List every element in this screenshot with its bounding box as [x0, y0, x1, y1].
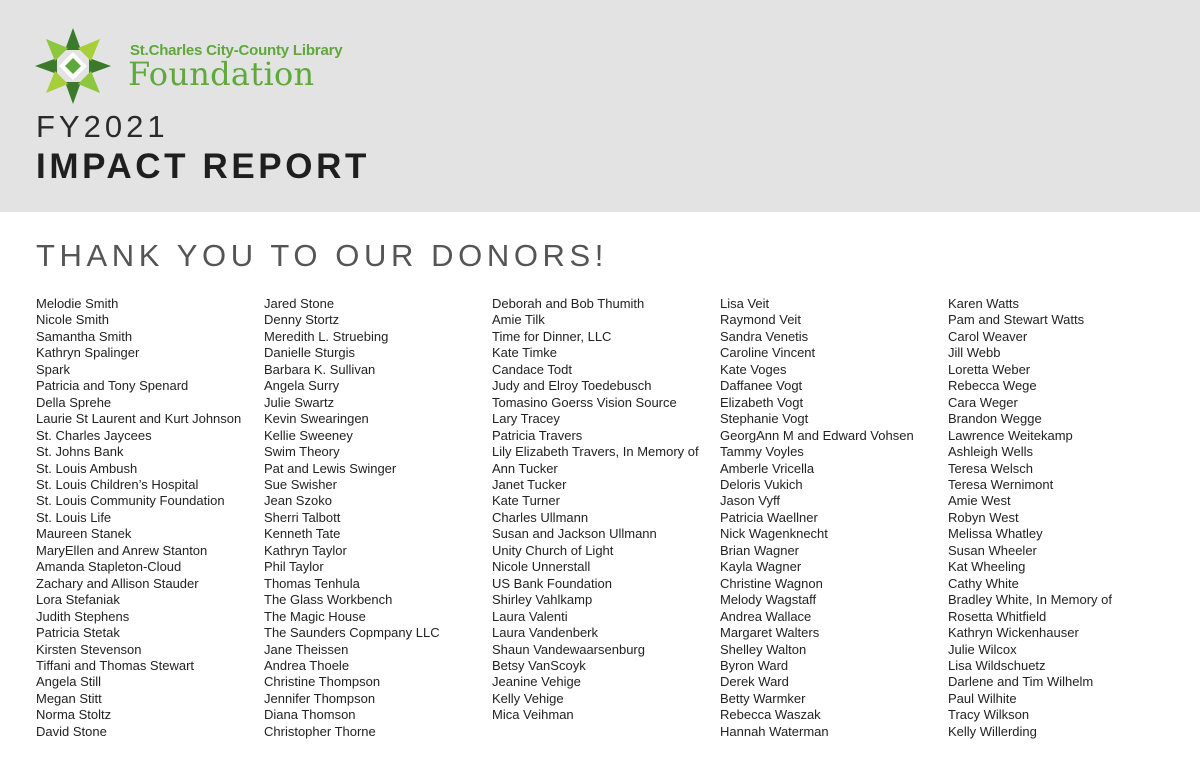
donor-name: Tomasino Goerss Vision Source	[492, 394, 677, 410]
donor-name: Brian Wagner	[720, 542, 799, 558]
donor-name: Deborah and Bob Thumith	[492, 296, 645, 311]
donor-name: Jared Stone	[264, 296, 335, 311]
foundation-logo-icon	[33, 26, 113, 106]
donor-name: Kat Wheeling	[948, 559, 1026, 575]
donor-name: Margaret Walters	[720, 625, 820, 641]
donor-name: Judy and Elroy Toedebusch	[492, 378, 652, 394]
donor-name: Stephanie Vogt	[720, 411, 809, 427]
donor-column-5	[948, 296, 1170, 740]
donor-name: The Saunders Copmpany LLC	[264, 625, 440, 641]
donor-name: Lary Tracey	[492, 411, 560, 427]
donor-name: Rebecca Wege	[948, 378, 1037, 394]
donor-name: Sandra Venetis	[720, 328, 809, 344]
donor-name: St. Louis Community Foundation	[36, 493, 225, 509]
donor-name: MaryEllen and Anrew Stanton	[36, 542, 208, 558]
donor-name: Lily Elizabeth Travers, In Memory of	[492, 444, 699, 460]
donor-name: Zachary and Allison Stauder	[36, 575, 199, 591]
donor-column-4	[720, 296, 942, 740]
donor-name: Ann Tucker	[492, 460, 558, 476]
donor-name: Caroline Vincent	[720, 345, 816, 361]
donor-name: Jane Theissen	[264, 641, 349, 657]
donor-name: St. Johns Bank	[36, 444, 124, 460]
donor-name: Karen Watts	[948, 296, 1020, 311]
donor-name: Angela Still	[36, 674, 102, 690]
donor-name: Lisa Veit	[720, 296, 770, 311]
donor-name: Pam and Stewart Watts	[948, 312, 1085, 328]
donor-name: Derek Ward	[720, 674, 789, 690]
donor-name: Tracy Wilkson	[948, 707, 1030, 723]
donor-name: The Glass Workbench	[264, 592, 393, 608]
page-title: IMPACT REPORT	[36, 147, 370, 186]
donor-name: Hannah Waterman	[720, 723, 829, 739]
donor-name: Tiffani and Thomas Stewart	[36, 657, 195, 673]
donor-name: Kelly Willerding	[948, 723, 1037, 739]
donor-name: Rosetta Whitfield	[948, 608, 1047, 624]
donor-name: Kellie Sweeney	[264, 427, 353, 443]
donor-name: Julie Swartz	[264, 394, 335, 410]
donor-name: Sue Swisher	[264, 476, 337, 492]
donor-name: Bradley White, In Memory of	[948, 592, 1112, 608]
donor-name: Norma Stoltz	[36, 707, 112, 723]
donor-name: Deloris Vukich	[720, 476, 803, 492]
donor-name: Lawrence Weitekamp	[948, 427, 1073, 443]
donor-name: Jean Szoko	[264, 493, 332, 509]
donor-name: Patricia Stetak	[36, 625, 120, 641]
donor-name: Amanda Stapleton-Cloud	[36, 559, 182, 575]
donor-name: Maureen Stanek	[36, 526, 132, 542]
donor-name: Thomas Tenhula	[264, 575, 360, 591]
donor-name: Jill Webb	[948, 345, 1001, 361]
donor-name: Laura Vandenberk	[492, 625, 599, 641]
donor-name: Ashleigh Wells	[948, 444, 1034, 460]
donor-name: Susan Wheeler	[948, 542, 1037, 558]
donor-name: Lora Stefaniak	[36, 592, 120, 608]
donor-name: Candace Todt	[492, 361, 572, 377]
donor-name: Charles Ullmann	[492, 509, 589, 525]
donor-name: Kathryn Wickenhauser	[948, 625, 1079, 641]
donor-name: Amberle Vricella	[720, 460, 815, 476]
donor-name: Rebecca Waszak	[720, 707, 821, 723]
donor-name: Patricia Travers	[492, 427, 583, 443]
donor-name: Danielle Sturgis	[264, 345, 356, 361]
donor-name: Kelly Vehige	[492, 690, 564, 706]
donor-name: Kate Timke	[492, 345, 558, 361]
donor-name: Angela Surry	[264, 378, 340, 394]
donor-name: Shirley Vahlkamp	[492, 592, 593, 608]
donor-name: Kenneth Tate	[264, 526, 341, 542]
donor-column-3	[492, 296, 704, 724]
donor-name: St. Louis Ambush	[36, 460, 138, 476]
donor-name: US Bank Foundation	[492, 575, 612, 591]
donor-name: Melissa Whatley	[948, 526, 1043, 542]
donor-name: Christine Thompson	[264, 674, 381, 690]
donor-name: Tammy Voyles	[720, 444, 804, 460]
donor-name: Shelley Walton	[720, 641, 807, 657]
donor-name: Christine Wagnon	[720, 575, 823, 591]
donor-name: Della Sprehe	[36, 394, 112, 410]
donor-name: Darlene and Tim Wilhelm	[948, 674, 1094, 690]
donor-name: GeorgAnn M and Edward Vohsen	[720, 427, 914, 443]
donor-name: Nick Wagenknecht	[720, 526, 828, 542]
donor-name: Carol Weaver	[948, 328, 1028, 344]
donor-name: Amie Tilk	[492, 312, 545, 328]
donor-name: Jeanine Vehige	[492, 674, 581, 690]
donor-name: David Stone	[36, 723, 107, 739]
donor-name: St. Charles Jaycees	[36, 427, 152, 443]
donor-name: Melodie Smith	[36, 296, 119, 311]
donor-name: Kate Turner	[492, 493, 560, 509]
donor-name: Kirsten Stevenson	[36, 641, 142, 657]
donor-name: Nicole Smith	[36, 312, 109, 328]
donor-name: Phil Taylor	[264, 559, 324, 575]
donor-name: Samantha Smith	[36, 328, 133, 344]
donor-name: Loretta Weber	[948, 361, 1031, 377]
section-heading: THANK YOU TO OUR DONORS!	[36, 238, 609, 273]
donor-name: Amie West	[948, 493, 1011, 509]
donor-name: Christopher Thorne	[264, 723, 376, 739]
donor-name: Patricia and Tony Spenard	[36, 378, 189, 394]
donor-name: Mica Veihman	[492, 707, 574, 723]
donor-name: Cathy White	[948, 575, 1019, 591]
donor-name: Laura Valenti	[492, 608, 568, 624]
donor-name: Time for Dinner, LLC	[492, 328, 612, 344]
donor-column-2	[264, 296, 486, 740]
donor-name: Sherri Talbott	[264, 509, 341, 525]
donor-name: Diana Thomson	[264, 707, 356, 723]
donor-name: Andrea Thoele	[264, 657, 350, 673]
donor-name: Kathryn Spalinger	[36, 345, 140, 361]
donor-name: Susan and Jackson Ullmann	[492, 526, 657, 542]
donor-name: Byron Ward	[720, 657, 789, 673]
donor-name: Andrea Wallace	[720, 608, 812, 624]
donor-name: Robyn West	[948, 509, 1019, 525]
donor-name: Shaun Vandewaarsenburg	[492, 641, 645, 657]
donor-name: Laurie St Laurent and Kurt Johnson	[36, 411, 242, 427]
donor-name: Jennifer Thompson	[264, 690, 376, 706]
donor-column-1	[36, 296, 258, 740]
donor-name: Nicole Unnerstall	[492, 559, 591, 575]
donor-name: Teresa Wernimont	[948, 476, 1054, 492]
donor-name: Kayla Wagner	[720, 559, 802, 575]
donor-name: Jason Vyff	[720, 493, 780, 509]
donor-name: Melody Wagstaff	[720, 592, 817, 608]
donor-name: The Magic House	[264, 608, 366, 624]
report-header	[0, 0, 1200, 212]
donor-name: Teresa Welsch	[948, 460, 1034, 476]
donor-name: Pat and Lewis Swinger	[264, 460, 397, 476]
donor-name: Betsy VanScoyk	[492, 657, 586, 673]
donor-name: St. Louis Children’s Hospital	[36, 476, 199, 492]
donor-name: Julie Wilcox	[948, 641, 1017, 657]
donor-name: Megan Stitt	[36, 690, 102, 706]
donor-name: Daffanee Vogt	[720, 378, 803, 394]
donor-name: Kate Voges	[720, 361, 787, 377]
donor-name: Cara Weger	[948, 394, 1018, 410]
donor-name: Paul Wilhite	[948, 690, 1017, 706]
donor-name: Denny Stortz	[264, 312, 340, 328]
donor-name: Meredith L. Struebing	[264, 328, 389, 344]
donor-name: Unity Church of Light	[492, 542, 614, 558]
donor-name: Kathryn Taylor	[264, 542, 347, 558]
donor-name: Elizabeth Vogt	[720, 394, 804, 410]
donor-name: Spark	[36, 361, 70, 377]
logo-organization-name: St.Charles City-County Library	[130, 42, 343, 59]
donor-name: Judith Stephens	[36, 608, 130, 624]
donor-name: St. Louis Life	[36, 509, 112, 525]
donor-name: Kevin Swearingen	[264, 411, 369, 427]
donor-name: Raymond Veit	[720, 312, 801, 328]
donor-name: Brandon Wegge	[948, 411, 1042, 427]
donor-name: Betty Warmker	[720, 690, 806, 706]
donor-name: Lisa Wildschuetz	[948, 657, 1046, 673]
donor-name: Barbara K. Sullivan	[264, 361, 376, 377]
donor-name: Janet Tucker	[492, 476, 567, 492]
donor-name: Patricia Waellner	[720, 509, 818, 525]
logo-foundation-word: Foundation	[128, 55, 315, 93]
donor-name: Swim Theory	[264, 444, 340, 460]
fiscal-year: FY2021	[36, 109, 169, 144]
